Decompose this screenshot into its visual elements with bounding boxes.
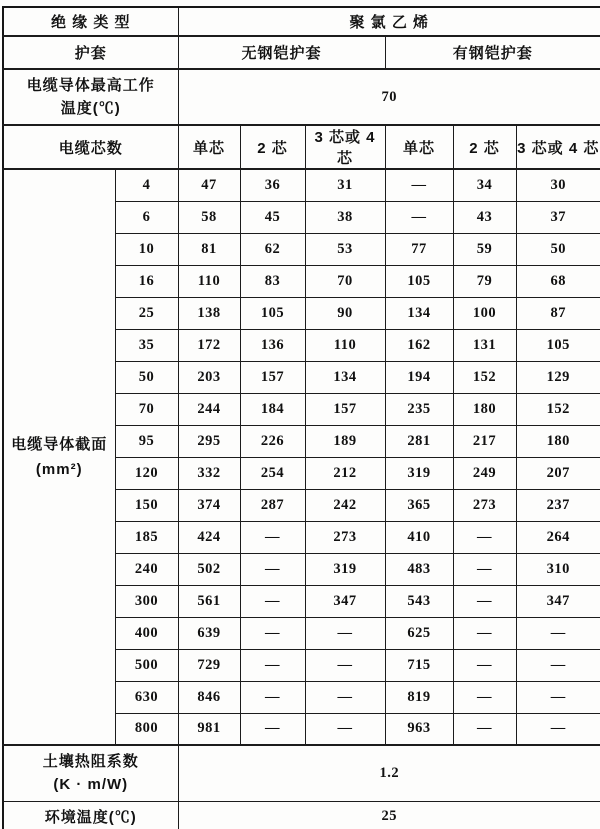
sheath-armor-header: 有钢铠护套 [385,36,600,69]
ampacity-value-cell: 79 [453,265,516,297]
ampacity-value-cell: 81 [178,233,240,265]
ampacity-value-cell: 129 [516,361,600,393]
conductor-size-cell: 70 [115,393,178,425]
ampacity-value-cell: 43 [453,201,516,233]
ampacity-value-cell: 729 [178,649,240,681]
conductor-size-cell: 800 [115,713,178,745]
ampacity-value-cell: 152 [453,361,516,393]
ampacity-value-cell: 162 [385,329,453,361]
insulation-row [3,7,600,36]
ampacity-value-cell: 273 [305,521,385,553]
ampacity-value-cell: — [240,713,305,745]
ampacity-value-cell: 281 [385,425,453,457]
cores-header-2core-1: 2 芯 [240,125,305,169]
ampacity-value-cell: 639 [178,617,240,649]
conductor-size-cell: 630 [115,681,178,713]
insulation-type-value: 聚 氯 乙 烯 [178,7,600,36]
ampacity-value-cell: 374 [178,489,240,521]
conductor-size-cell: 95 [115,425,178,457]
conductor-size-cell: 120 [115,457,178,489]
ampacity-value-cell: 134 [385,297,453,329]
ampacity-value-cell: 235 [385,393,453,425]
cores-header-mono-2: 单芯 [385,125,453,169]
table-row [3,169,600,201]
ampacity-value-cell: — [453,713,516,745]
ampacity-value-cell: — [453,649,516,681]
ambient-temp-label: 环境温度(℃) [3,801,178,829]
ampacity-value-cell: 34 [453,169,516,201]
ampacity-value-cell: 47 [178,169,240,201]
ampacity-value-cell: 90 [305,297,385,329]
cores-header-row [3,125,600,169]
ampacity-value-cell: 68 [516,265,600,297]
ampacity-value-cell: 37 [516,201,600,233]
conductor-size-cell: 185 [115,521,178,553]
conductor-size-cell: 16 [115,265,178,297]
ampacity-value-cell: — [385,201,453,233]
conductor-size-cell: 35 [115,329,178,361]
ampacity-value-cell: 543 [385,585,453,617]
ampacity-value-cell: 36 [240,169,305,201]
ampacity-value-cell: 105 [516,329,600,361]
ampacity-value-cell: 100 [453,297,516,329]
ampacity-value-cell: 134 [305,361,385,393]
conductor-size-cell: 150 [115,489,178,521]
soil-resistivity-label: 土壤热阻系数 (K · m/W) [3,745,178,801]
sheath-no-armor-header: 无钢铠护套 [178,36,385,69]
ampacity-value-cell: 172 [178,329,240,361]
cores-header-3or4core-1: 3 芯或 4 芯 [305,125,385,169]
ampacity-value-cell: 184 [240,393,305,425]
footer-rows [3,745,600,829]
ampacity-value-cell: — [516,649,600,681]
ampacity-value-cell: 110 [305,329,385,361]
ampacity-value-cell: 319 [385,457,453,489]
ampacity-value-cell: 715 [385,649,453,681]
ampacity-value-cell: 105 [240,297,305,329]
conductor-size-cell: 25 [115,297,178,329]
conductor-size-cell: 50 [115,361,178,393]
ampacity-value-cell: 963 [385,713,453,745]
soil-row [3,745,600,801]
ampacity-value-cell: 203 [178,361,240,393]
ampacity-value-cell: 226 [240,425,305,457]
ampacity-value-cell: 157 [305,393,385,425]
ampacity-value-cell: 347 [516,585,600,617]
ampacity-value-cell: 83 [240,265,305,297]
ampacity-value-cell: 180 [453,393,516,425]
ampacity-value-cell: — [240,681,305,713]
ampacity-value-cell: 31 [305,169,385,201]
ambient-row [3,801,600,829]
ampacity-value-cell: — [453,617,516,649]
conductor-size-cell: 10 [115,233,178,265]
ampacity-value-cell: — [516,713,600,745]
ampacity-value-cell: 53 [305,233,385,265]
ampacity-value-cell: 110 [178,265,240,297]
ampacity-value-cell: 70 [305,265,385,297]
ampacity-value-cell: — [240,521,305,553]
ampacity-value-cell: 502 [178,553,240,585]
conductor-size-cell: 6 [115,201,178,233]
ampacity-value-cell: — [305,681,385,713]
sheath-label: 护套 [3,36,178,69]
ampacity-value-cell: — [305,713,385,745]
ampacity-value-cell: 136 [240,329,305,361]
ampacity-value-cell: 58 [178,201,240,233]
ampacity-value-cell: 217 [453,425,516,457]
ampacity-value-cell: — [240,585,305,617]
ampacity-value-cell: 332 [178,457,240,489]
ampacity-value-cell: 194 [385,361,453,393]
ampacity-value-cell: 365 [385,489,453,521]
max-temp-label: 电缆导体最高工作 温度(℃) [3,69,178,125]
ampacity-value-cell: — [305,649,385,681]
ampacity-value-cell: 424 [178,521,240,553]
ampacity-value-cell: 152 [516,393,600,425]
ampacity-value-cell: 319 [305,553,385,585]
ampacity-value-cell: 242 [305,489,385,521]
ampacity-value-cell: — [453,585,516,617]
conductor-size-cell: 300 [115,585,178,617]
ampacity-value-cell: 50 [516,233,600,265]
ampacity-value-cell: 264 [516,521,600,553]
ampacity-value-cell: 310 [516,553,600,585]
ampacity-value-cell: 131 [453,329,516,361]
ampacity-value-cell: 846 [178,681,240,713]
ampacity-value-cell: 207 [516,457,600,489]
ampacity-value-cell: 189 [305,425,385,457]
ampacity-value-cell: 273 [453,489,516,521]
ampacity-value-cell: 105 [385,265,453,297]
conductor-size-cell: 4 [115,169,178,201]
ampacity-value-cell: 212 [305,457,385,489]
ampacity-value-cell: 62 [240,233,305,265]
ampacity-value-cell: 561 [178,585,240,617]
ampacity-value-cell: 819 [385,681,453,713]
cores-header-2core-2: 2 芯 [453,125,516,169]
ampacity-value-cell: 138 [178,297,240,329]
sheath-row [3,36,600,69]
ampacity-value-cell: 981 [178,713,240,745]
ampacity-value-cell: 410 [385,521,453,553]
conductor-size-cell: 400 [115,617,178,649]
ambient-temp-value: 25 [178,801,600,829]
conductor-size-cell: 500 [115,649,178,681]
ampacity-value-cell: 30 [516,169,600,201]
max-temp-row [3,69,600,125]
max-temp-value: 70 [178,69,600,125]
ampacity-value-cell: 157 [240,361,305,393]
ampacity-value-cell: — [305,617,385,649]
ampacity-value-cell: — [240,553,305,585]
ampacity-value-cell: — [453,553,516,585]
cores-header-mono-1: 单芯 [178,125,240,169]
ampacity-value-cell: 625 [385,617,453,649]
conductor-size-cell: 240 [115,553,178,585]
ampacity-value-cell: 59 [453,233,516,265]
ampacity-value-cell: 295 [178,425,240,457]
ampacity-value-cell: 87 [516,297,600,329]
ampacity-value-cell: — [516,617,600,649]
ampacity-value-cell: 237 [516,489,600,521]
ampacity-value-cell: — [516,681,600,713]
ampacity-value-cell: 38 [305,201,385,233]
conductor-section-label: 电缆导体截面 (mm²) [3,169,115,745]
cores-label: 电缆芯数 [3,125,178,169]
ampacity-value-cell: — [453,681,516,713]
ampacity-value-cell: 254 [240,457,305,489]
ampacity-value-cell: 249 [453,457,516,489]
ampacity-value-cell: — [240,617,305,649]
ampacity-value-cell: 483 [385,553,453,585]
ampacity-value-cell: — [453,521,516,553]
ampacity-value-cell: 244 [178,393,240,425]
ampacity-value-cell: 45 [240,201,305,233]
ampacity-value-cell: — [385,169,453,201]
cores-header-3or4core-2: 3 芯或 4 芯 [516,125,600,169]
ampacity-value-cell: — [240,649,305,681]
ampacity-value-cell: 77 [385,233,453,265]
ampacity-value-cell: 287 [240,489,305,521]
soil-resistivity-value: 1.2 [178,745,600,801]
insulation-type-label: 绝 缘 类 型 [3,7,178,36]
ampacity-value-cell: 347 [305,585,385,617]
ampacity-value-cell: 180 [516,425,600,457]
cable-ampacity-table [2,6,600,829]
